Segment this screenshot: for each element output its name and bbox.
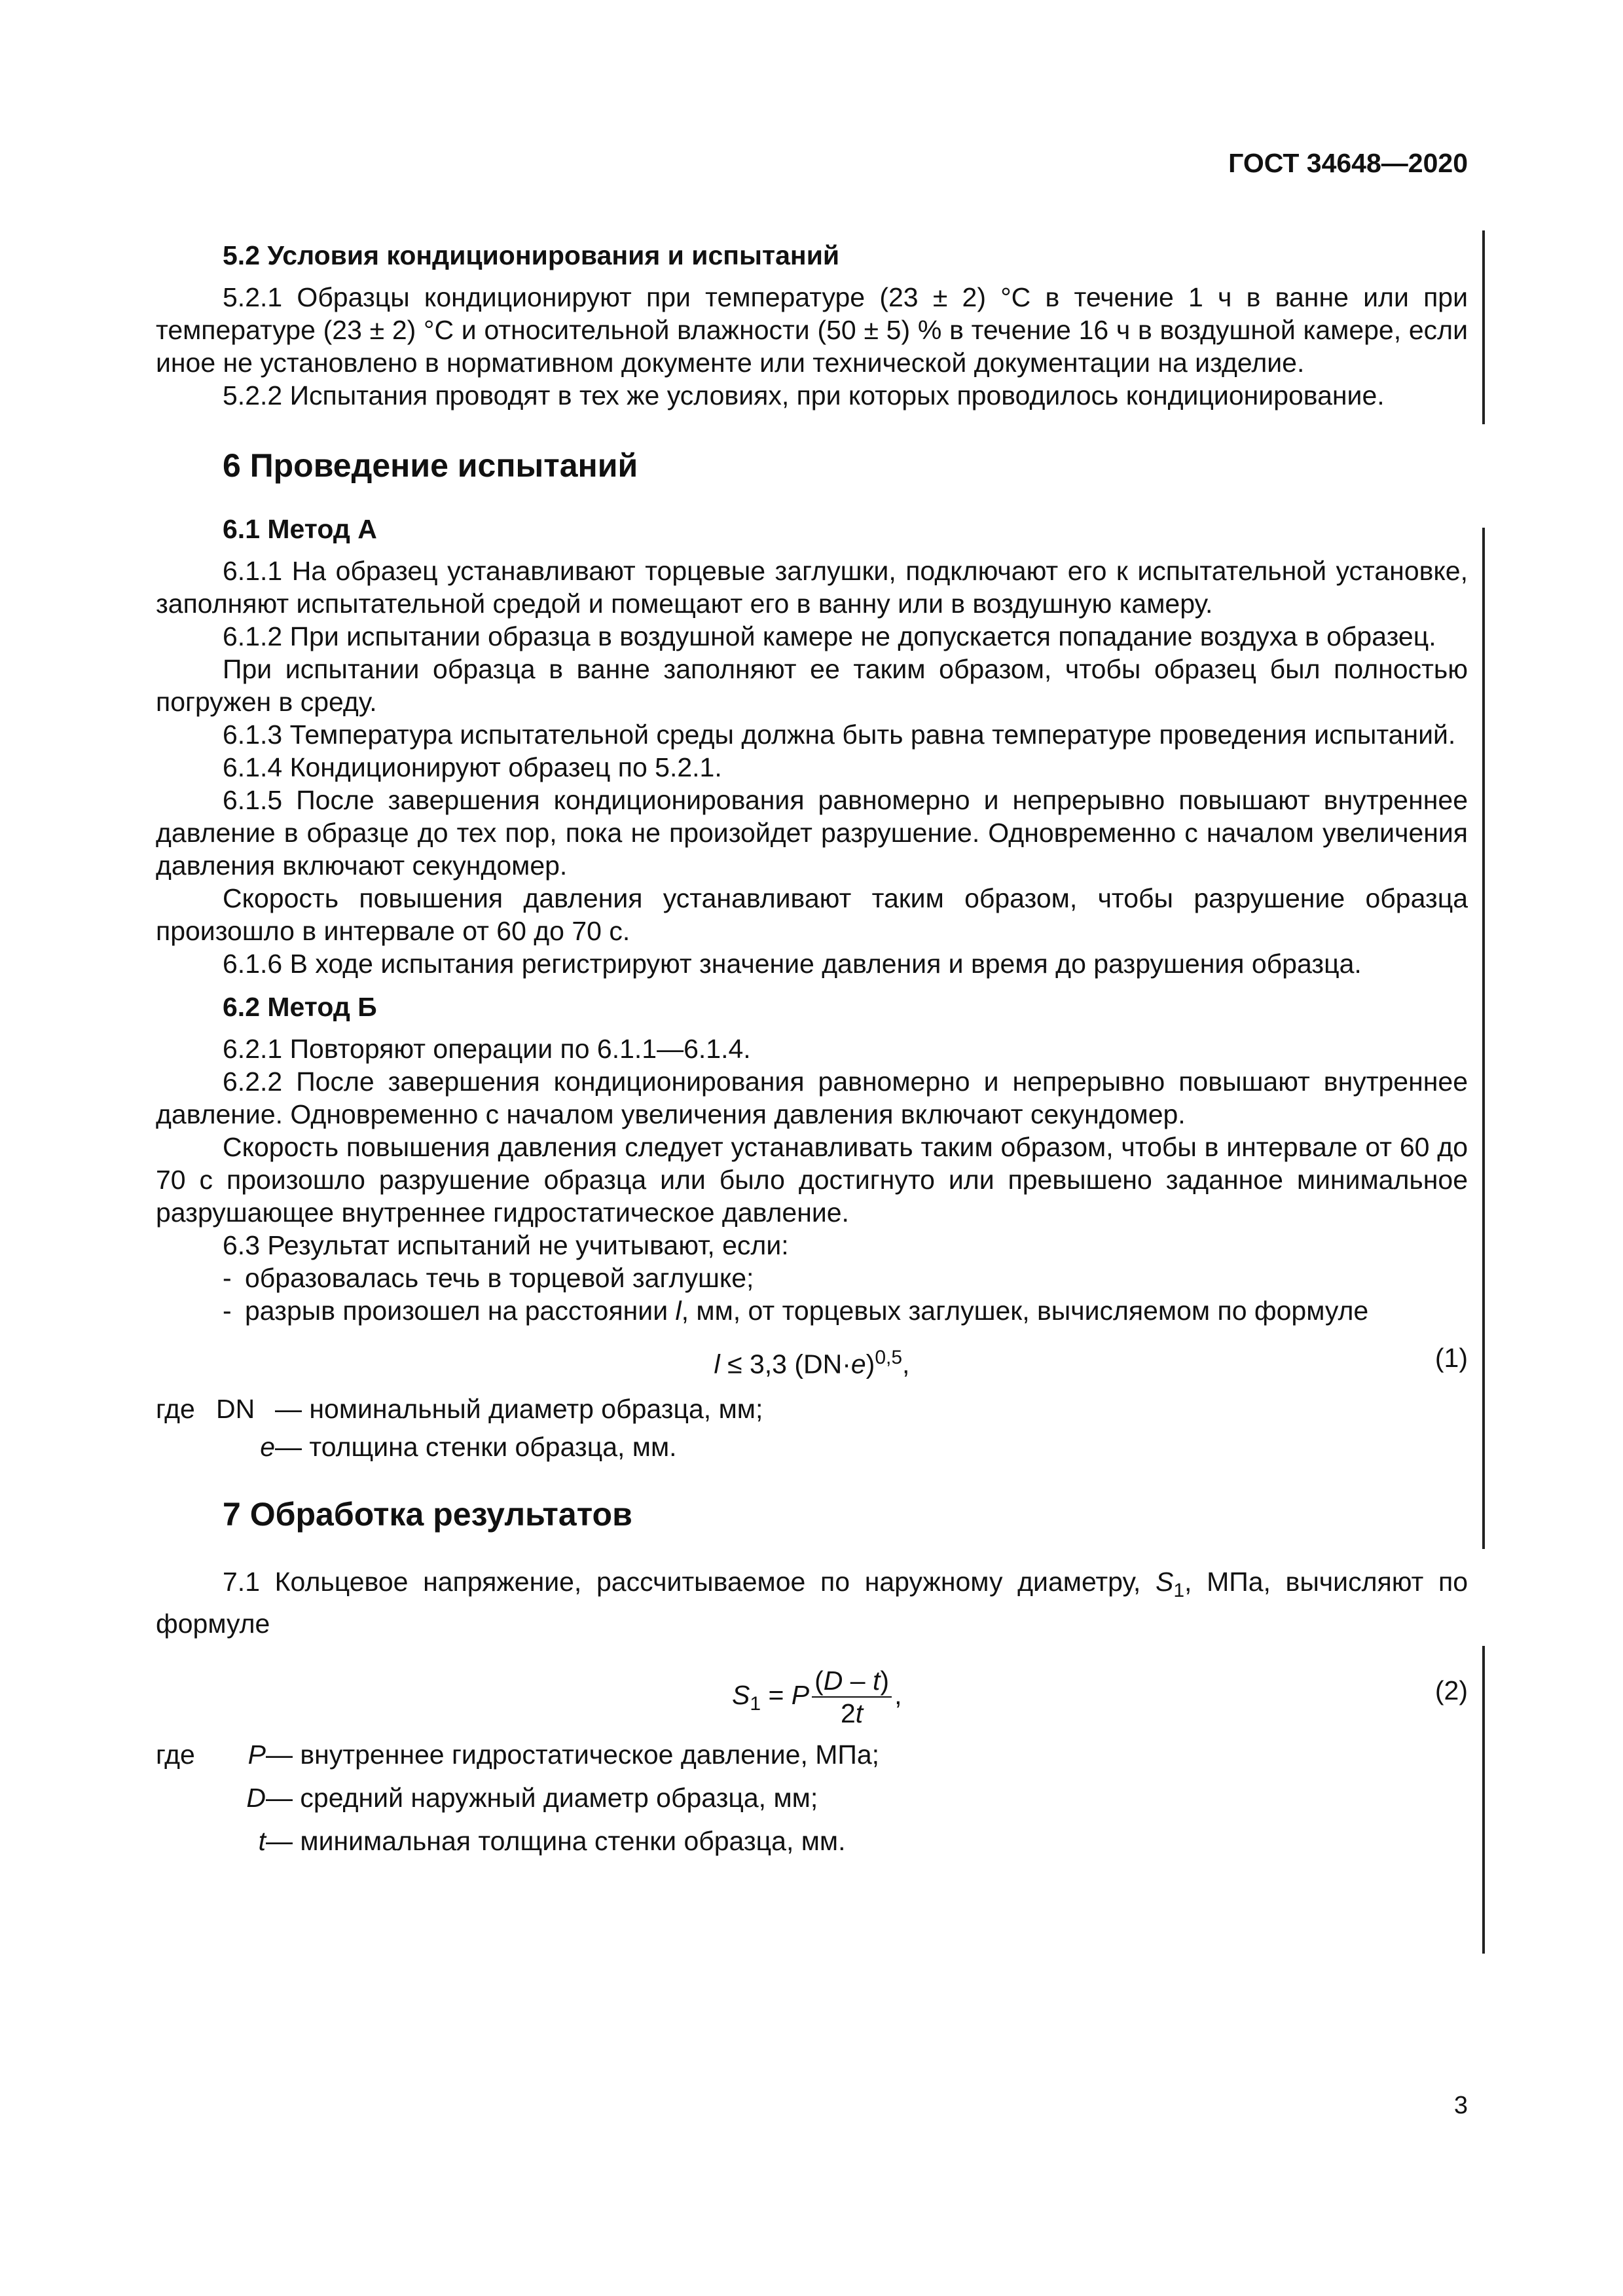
paragraph (156, 1565, 1468, 1640)
subscript: 1 (750, 1693, 761, 1715)
where-row (156, 1430, 1468, 1463)
formula-text: ) (866, 1349, 875, 1379)
where-label: где (156, 1394, 195, 1424)
variable: D (823, 1666, 843, 1696)
definition-text: — внутреннее гидростатическое давление, МПа; (266, 1740, 880, 1770)
paragraph: 6.1.3 Температура испытательной среды должна быть равна температуре проведения испытаний. (223, 720, 1456, 750)
definition-text: — минимальная толщина стенки образца, мм. (266, 1826, 846, 1857)
definition-text: — номинальный диаметр образца, мм; (275, 1394, 763, 1424)
paragraph: Скорость повышения давления устанавливают таким образом, чтобы разрушение образца произошло в интервале от 60 до 70 с. (156, 883, 1468, 946)
dash-marker: - (223, 1263, 232, 1293)
paragraph: 6.1.2 При испытании образца в воздушной камере не допускается попадание воздуха в образец. (223, 621, 1436, 651)
list-item-text: , мм, от торцевых заглушек, вычисляемом по формуле (681, 1296, 1369, 1326)
paragraph: 6.1.6 В ходе испытания регистрируют значение давления и время до разрушения образца. (223, 949, 1362, 979)
spacer (156, 1825, 216, 1857)
variable: l (675, 1296, 682, 1326)
paragraph-text: , МПа, вычисляют по формуле (156, 1567, 1468, 1639)
formula-text: ≤ 3,3 (DN· (720, 1349, 851, 1379)
where-label: где (156, 1740, 195, 1770)
formula-text: , (902, 1349, 910, 1379)
variable: S (732, 1680, 750, 1711)
spacer (156, 1430, 216, 1463)
list-item-text: образовалась течь в торцевой заглушке; (245, 1263, 754, 1293)
formula-text: = (761, 1680, 792, 1711)
document-id-header: ГОСТ 34648—2020 (1228, 148, 1468, 178)
paragraph: 5.2.2 Испытания проводят в тех же условиях, при которых проводилось кондиционирование. (223, 380, 1385, 410)
revision-bar (1482, 230, 1485, 424)
paragraph: 6.1.4 Кондиционируют образец по 5.2.1. (223, 752, 722, 782)
formula-text: – (843, 1666, 873, 1696)
list-item-text: разрыв произошел на расстоянии (245, 1296, 676, 1326)
formula-text: ) (880, 1666, 890, 1696)
paragraph: 5.2.1 Образцы кондиционируют при температуре (23 ± 2) °С в течение 1 ч в ванне или при температуре (23 ± 2) °С и относительной влажности (50 ± 5) % в течение 16 ч в воздушной камере, если иное не установлено в нормативном документе или технической документации на изделие. (156, 282, 1468, 378)
spacer (156, 1781, 216, 1814)
dash-marker: - (223, 1296, 232, 1326)
definition-text: — толщина стенки образца, мм. (275, 1432, 677, 1462)
formula-2 (156, 1650, 1468, 1729)
variable: e (850, 1349, 866, 1379)
variable: S (1155, 1567, 1174, 1597)
formula-expression (156, 1341, 1468, 1381)
paragraph: При испытании образца в ванне заполняют ее таким образом, чтобы образец был полностью погружен в среду. (156, 654, 1468, 717)
revision-bar (1482, 528, 1485, 1549)
subsection-title: 6.1 Метод А (223, 514, 377, 544)
symbol: P (247, 1740, 266, 1770)
section-title: 7 Обработка результатов (223, 1496, 632, 1533)
formula-number: (1) (1434, 1343, 1468, 1373)
formula-text: , (894, 1680, 902, 1711)
formula-1 (156, 1341, 1468, 1381)
variable: t (873, 1666, 881, 1696)
variable: l (714, 1349, 720, 1379)
where-row (156, 1825, 1468, 1857)
subsection-title: 5.2 Условия кондиционирования и испытаний (223, 240, 840, 270)
where-row (156, 1738, 1468, 1771)
paragraph: 6.2.1 Повторяют операции по 6.1.1—6.1.4. (223, 1034, 751, 1064)
section-title: 6 Проведение испытаний (223, 447, 638, 484)
paragraph: 6.1.5 После завершения кондиционирования равномерно и непрерывно повышают внутреннее давление в образце до тех пор, пока не произойдет разрушение. Одновременно с началом увеличения давления включают секундомер. (156, 785, 1468, 881)
subscript: 1 (1173, 1580, 1185, 1602)
paragraph: 6.1.1 На образец устанавливают торцевые заглушки, подключают его к испытательной установке, заполняют испытательной средой и помещают его в ванну или в воздушную камеру. (156, 556, 1468, 619)
formula-expression (732, 1665, 902, 1729)
symbol: DN (216, 1394, 255, 1424)
list-item (156, 1262, 1468, 1294)
page-number: 3 (1453, 2092, 1468, 2119)
paragraph: 6.2.2 После завершения кондиционирования равномерно и непрерывно повышают внутреннее давление. Одновременно с началом увеличения давления включают секундомер. (156, 1066, 1468, 1129)
definition-text: — средний наружный диаметр образца, мм; (266, 1783, 818, 1813)
paragraph: 6.3 Результат испытаний не учитывают, если: (223, 1230, 789, 1260)
formula-text: ( (814, 1666, 824, 1696)
document-body (156, 239, 1468, 1857)
revision-bar (1482, 1646, 1485, 1954)
formula-text: 2 (840, 1698, 856, 1729)
where-row (156, 1393, 1468, 1425)
variable: P (791, 1680, 810, 1711)
symbol: D (246, 1783, 266, 1813)
list-item (156, 1294, 1468, 1327)
paragraph: Скорость повышения давления следует устанавливать таким образом, чтобы в интервале от 60 до 70 с произошло разрушение образца или было достигнуто или превышено заданное минимальное разрушающее внутреннее гидростатическое давление. (156, 1132, 1468, 1228)
symbol: e (260, 1432, 275, 1462)
where-row (156, 1781, 1468, 1814)
symbol: t (258, 1826, 266, 1857)
variable: t (855, 1698, 864, 1729)
fraction-numerator (812, 1665, 892, 1698)
formula-number: (2) (1434, 1675, 1468, 1706)
exponent: 0,5 (875, 1347, 903, 1368)
paragraph-text: 7.1 Кольцевое напряжение, рассчитываемое по наружному диаметру, (223, 1567, 1156, 1597)
fraction (812, 1665, 892, 1729)
fraction-denominator (812, 1698, 892, 1729)
subsection-title: 6.2 Метод Б (223, 992, 377, 1022)
